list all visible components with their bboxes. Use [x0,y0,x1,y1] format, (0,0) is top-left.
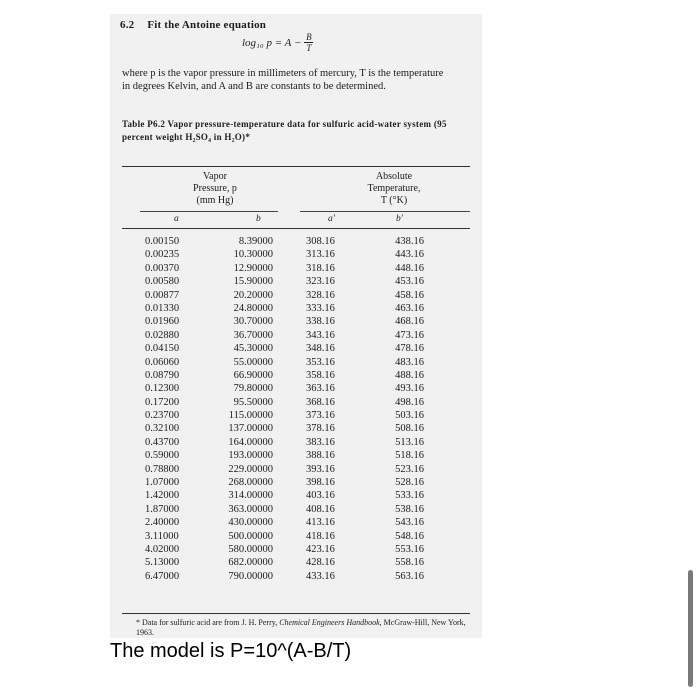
table-row [110,436,482,449]
cell-a-prime: 378.16 [306,423,335,435]
table-row [110,530,482,543]
cell-a: 1.87000 [145,503,180,515]
cell-b-prime: 458.16 [395,289,424,301]
problem-heading [120,19,266,31]
cell-b-prime: 528.16 [395,477,424,489]
cell-b: 314.00000 [228,490,273,502]
vapor-header-line: Vapor [203,171,227,182]
temperature-header [324,171,464,207]
column-header-a-prime: a′ [328,214,335,224]
cell-b: 79.80000 [233,383,273,395]
cell-b: 45.30000 [233,343,273,355]
table-row [110,356,482,369]
vapor-subheader-rule [140,211,278,212]
cell-a-prime: 323.16 [306,276,335,288]
table-row [110,235,482,248]
cell-a-prime: 398.16 [306,477,335,489]
cell-b-prime: 508.16 [395,423,424,435]
cell-b-prime: 498.16 [395,396,424,408]
cell-a: 0.00150 [145,236,180,247]
cell-b-prime: 493.16 [395,383,424,395]
cell-a: 1.42000 [145,490,180,502]
equation-denominator: T [306,43,312,53]
equation-lhs: log₁₀ p = A − [242,36,302,49]
cell-a-prime: 433.16 [306,570,335,582]
table-row [110,369,482,382]
cell-b: 430.00000 [228,517,273,529]
cell-a-prime: 388.16 [306,450,335,462]
cell-b: 164.00000 [228,436,273,448]
table-row [110,463,482,476]
cell-a: 4.02000 [145,543,180,555]
cell-b-prime: 463.16 [395,302,424,314]
cell-b: 55.00000 [233,356,273,368]
cell-b-prime: 453.16 [395,276,424,288]
temp-header-line: T (°K) [380,195,408,206]
table-row [110,489,482,502]
equation-fraction [304,32,313,53]
cell-a: 0.59000 [145,450,180,462]
cell-b: 30.70000 [233,316,273,328]
table-row [110,516,482,529]
cell-a-prime: 308.16 [306,236,335,247]
cell-b-prime: 553.16 [395,543,424,555]
cell-b: 268.00000 [228,477,273,489]
cell-b-prime: 488.16 [395,369,424,381]
cell-a-prime: 428.16 [306,557,335,569]
problem-title: Fit the Antoine equation [147,19,267,31]
cell-a: 2.40000 [145,517,180,529]
table-row [110,503,482,516]
table-row [110,449,482,462]
cell-a: 0.12300 [145,383,180,395]
temp-header-line: Temperature, [367,183,421,194]
cell-a: 0.01960 [145,316,180,328]
temp-header-line: Absolute [375,171,413,182]
footnote-source: Chemical Engineers Handbook, [279,618,382,627]
table-row [110,570,482,583]
cell-a: 0.00877 [145,289,180,301]
cell-a: 0.08790 [145,369,180,381]
cell-a: 0.43700 [145,436,180,448]
table-row [110,302,482,315]
cell-a: 0.01330 [145,302,180,314]
cell-b: 790.00000 [228,570,273,582]
cell-b-prime: 468.16 [395,316,424,328]
cell-b-prime: 483.16 [395,356,424,368]
table-bottom-rule [122,613,470,614]
cell-b-prime: 438.16 [395,236,424,247]
cell-b-prime: 443.16 [395,249,424,261]
temp-subheader-rule [300,211,470,212]
cell-b-prime: 548.16 [395,530,424,542]
cell-a: 0.02880 [145,329,180,341]
cell-a-prime: 343.16 [306,329,335,341]
cell-b: 36.70000 [233,329,273,341]
cell-b: 580.00000 [228,543,273,555]
cell-b: 12.90000 [233,262,273,274]
cell-b: 363.00000 [228,503,273,515]
cell-a-prime: 333.16 [306,302,335,314]
column-header-b: b [256,214,261,224]
cell-b-prime: 518.16 [395,450,424,462]
vertical-scrollbar[interactable] [688,570,693,687]
cell-a-prime: 373.16 [306,410,335,422]
cell-a-prime: 423.16 [306,543,335,555]
table-row [110,289,482,302]
table-title: Table P6.2 Vapor pressure-temperature data for sulfuric acid-water system (95 percent weight H₂SO₄ in H₂O)* [122,119,447,142]
cell-a-prime: 358.16 [306,369,335,381]
table-row [110,422,482,435]
cell-b-prime: 543.16 [395,517,424,529]
cell-b-prime: 558.16 [395,557,424,569]
cell-b: 20.20000 [233,289,273,301]
cell-a: 1.07000 [145,477,180,489]
cell-a-prime: 393.16 [306,463,335,475]
cell-a: 0.00370 [145,262,180,274]
cell-b-prime: 473.16 [395,329,424,341]
vapor-pressure-header [160,171,270,207]
table-row [110,476,482,489]
cell-b-prime: 478.16 [395,343,424,355]
cell-a-prime: 348.16 [306,343,335,355]
cell-a-prime: 418.16 [306,530,335,542]
cell-b: 500.00000 [228,530,273,542]
column-header-b-prime: b′ [396,214,403,224]
equation-numerator: B [306,32,312,42]
cell-a-prime: 403.16 [306,490,335,502]
cell-a: 0.00235 [145,249,180,261]
cell-a: 0.78800 [145,463,180,475]
table-row [110,275,482,288]
cell-b-prime: 448.16 [395,262,424,274]
problem-number: 6.2 [120,19,135,31]
table-top-rule [122,166,470,167]
cell-b-prime: 533.16 [395,490,424,502]
cell-a-prime: 313.16 [306,249,335,261]
cell-a-prime: 383.16 [306,436,335,448]
cell-a-prime: 368.16 [306,396,335,408]
cell-a-prime: 413.16 [306,517,335,529]
cell-b: 10.30000 [233,249,273,261]
cell-a-prime: 353.16 [306,356,335,368]
cell-b: 682.00000 [228,557,273,569]
table-row [110,262,482,275]
cell-b-prime: 563.16 [395,570,424,582]
cell-a-prime: 318.16 [306,262,335,274]
cell-b: 8.39000 [238,236,273,247]
footnote-text: * Data for sulfuric acid are from J. H. Perry, [136,618,278,627]
cell-b-prime: 538.16 [395,503,424,515]
problem-description: where p is the vapor pressure in millimeters of mercury, T is the temperature in degrees Kelvin, and A and B are constants to be determined. [122,68,444,92]
table-row [110,543,482,556]
cell-b: 115.00000 [228,410,273,422]
vapor-header-line: (mm Hg) [196,195,234,206]
cell-a: 6.47000 [145,570,180,582]
table-footnote [136,618,476,638]
table-row [110,342,482,355]
cell-a: 0.00580 [145,276,180,288]
cell-a-prime: 363.16 [306,383,335,395]
cell-a: 5.13000 [145,557,180,569]
cell-b: 193.00000 [228,450,273,462]
cell-a: 0.06060 [145,356,180,368]
cell-a: 3.11000 [145,530,179,542]
cell-a: 0.17200 [145,396,180,408]
cell-b: 24.80000 [233,302,273,314]
table-row [110,329,482,342]
scanned-page [110,14,482,638]
table-row [110,396,482,409]
cell-a: 0.32100 [145,423,180,435]
table-row [110,315,482,328]
cell-b-prime: 503.16 [395,410,424,422]
cell-a-prime: 338.16 [306,316,335,328]
column-header-a: a [174,214,179,224]
vapor-header-line: Pressure, p [193,183,237,194]
cell-b: 95.50000 [233,396,273,408]
cell-b-prime: 523.16 [395,463,424,475]
table-row [110,409,482,422]
table-row [110,556,482,569]
footnote-publisher: McGraw-Hill, New York, 1963. [136,618,466,637]
cell-a: 0.04150 [145,343,180,355]
table-body [110,235,482,583]
table-row [110,382,482,395]
antoine-equation [242,32,313,53]
cell-b: 137.00000 [228,423,273,435]
model-caption: The model is P=10^(A-B/T) [110,640,352,662]
table-row [110,248,482,261]
cell-b: 66.90000 [233,369,273,381]
cell-b: 15.90000 [233,276,273,288]
cell-a-prime: 328.16 [306,289,335,301]
cell-b-prime: 513.16 [395,436,424,448]
cell-b: 229.00000 [228,463,273,475]
cell-a: 0.23700 [145,410,180,422]
cell-a-prime: 408.16 [306,503,335,515]
column-header-rule [122,228,470,229]
